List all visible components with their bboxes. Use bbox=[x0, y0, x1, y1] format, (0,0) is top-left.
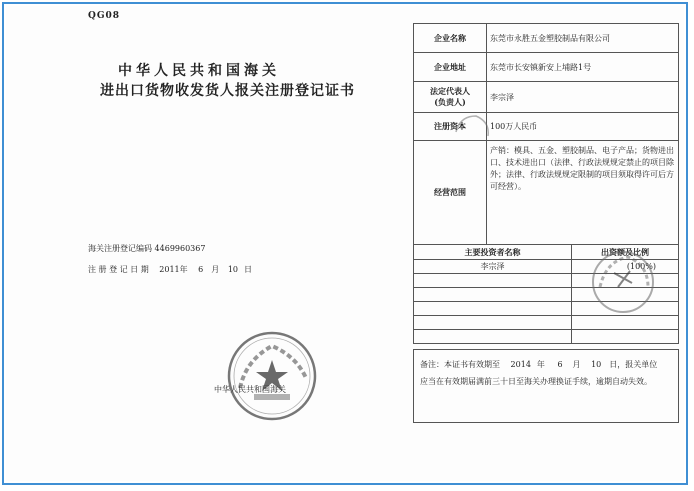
document-code: QG08 bbox=[88, 11, 121, 21]
legal-rep-value: 李宗泽 bbox=[487, 82, 679, 113]
registration-date-line bbox=[88, 264, 252, 275]
registration-year-unit: 年 bbox=[179, 265, 188, 274]
registration-code-value: 4469960367 bbox=[154, 244, 206, 253]
registration-year: 2011 bbox=[159, 265, 180, 274]
note-prefix: 备注：本证书有效期至 bbox=[420, 360, 500, 369]
title-line-1: 中华人民共和国海关 bbox=[118, 63, 280, 79]
company-name-label: 企业名称 bbox=[414, 24, 487, 53]
registered-capital-label: 注册资本 bbox=[414, 113, 487, 141]
registration-day-unit: 日 bbox=[244, 265, 252, 274]
registration-code-label: 海关注册登记编码 bbox=[88, 244, 152, 253]
investor-name: 李宗泽 bbox=[414, 260, 572, 274]
registration-date-label: 注 册 登 记 日 期 bbox=[88, 265, 149, 274]
registered-capital-value: 100万人民币 bbox=[487, 113, 679, 141]
title-line-2: 进出口货物收发货人报关注册登记证书 bbox=[100, 83, 355, 99]
validity-note bbox=[413, 349, 679, 423]
table-row bbox=[414, 316, 679, 330]
company-address-value: 东莞市长安镇新安上埔路1号 bbox=[487, 53, 679, 82]
table-row bbox=[414, 330, 679, 344]
business-scope-value: 产销：模具、五金、塑胶制品、电子产品；货物进出口、技术进出口（法律、行政法规规定禁止的项目除外；法律、行政法规规定限制的项目须取得许可后方可经营）。 bbox=[487, 141, 679, 245]
business-scope-label: 经营范围 bbox=[414, 141, 487, 245]
note-year: 2014 bbox=[510, 360, 531, 369]
note-day-unit: 日，报关单位 bbox=[609, 360, 658, 369]
note-year-unit: 年 bbox=[536, 360, 545, 369]
legal-rep-label-line1: 法定代表人 bbox=[430, 86, 470, 96]
investor-share bbox=[572, 316, 679, 330]
investor-name-header: 主要投资者名称 bbox=[414, 245, 572, 260]
registration-code-line bbox=[88, 243, 205, 254]
investor-name bbox=[414, 302, 572, 316]
customs-seal-stamp bbox=[226, 330, 318, 422]
registration-day: 10 bbox=[227, 265, 238, 274]
registration-month: 6 bbox=[198, 265, 204, 274]
investor-share-header: 出资额及比例 bbox=[572, 245, 679, 260]
legal-rep-label bbox=[414, 82, 487, 113]
note-day: 10 bbox=[591, 360, 602, 369]
company-address-label: 企业地址 bbox=[414, 53, 487, 82]
investor-share: (100%) bbox=[572, 260, 679, 274]
validity-note-line1 bbox=[420, 356, 672, 373]
note-month: 6 bbox=[557, 360, 563, 369]
investor-name bbox=[414, 316, 572, 330]
investor-seal-stamp bbox=[588, 247, 658, 317]
registration-month-unit: 月 bbox=[211, 265, 220, 274]
note-month-unit: 月 bbox=[572, 360, 581, 369]
investor-share bbox=[572, 330, 679, 344]
legal-rep-label-line2: (负责人) bbox=[434, 97, 466, 107]
validity-note-line2: 应当在有效期届满前三十日至海关办理换证手续，逾期自动失效。 bbox=[420, 377, 652, 386]
investor-name bbox=[414, 288, 572, 302]
company-name-value: 东莞市永胜五金塑胶制品有限公司 bbox=[487, 24, 679, 53]
investor-name bbox=[414, 274, 572, 288]
company-seal-stamp bbox=[452, 112, 492, 152]
investor-name bbox=[414, 330, 572, 344]
issuing-authority: 中华人民共和国海关 bbox=[214, 385, 286, 394]
